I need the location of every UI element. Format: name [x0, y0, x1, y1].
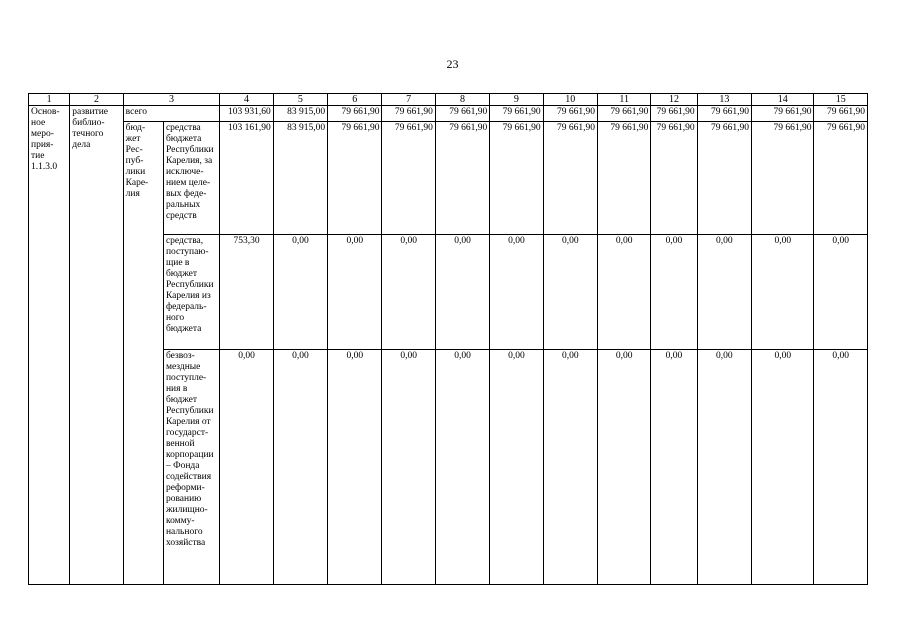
text-line: течного — [72, 129, 104, 139]
value-cell: 79 661,90 — [597, 106, 650, 122]
text-line: Основ- — [31, 107, 60, 117]
activity-name-cell — [70, 106, 123, 585]
value-cell: 0,00 — [490, 235, 543, 350]
source-label — [163, 235, 219, 350]
value-cell: 0,00 — [597, 350, 650, 585]
text-line: поступаю- — [165, 247, 209, 257]
value-cell: 0,00 — [435, 350, 489, 585]
text-line: жет — [125, 134, 141, 144]
value-cell: 0,00 — [597, 235, 650, 350]
text-line: средства, — [165, 236, 204, 246]
total-label: всего — [123, 106, 220, 122]
value-cell: 0,00 — [814, 235, 868, 350]
value-cell: 79 661,90 — [543, 122, 597, 235]
text-line: ного — [165, 313, 185, 323]
text-line: прия- — [31, 140, 54, 150]
header-cell: 12 — [651, 94, 697, 106]
header-cell: 15 — [814, 94, 868, 106]
value-cell: 79 661,90 — [543, 106, 597, 122]
header-cell: 14 — [752, 94, 814, 106]
value-cell: 79 661,90 — [651, 122, 697, 235]
value-cell: 79 661,90 — [435, 106, 489, 122]
text-line: дела — [72, 140, 91, 150]
value-cell: 0,00 — [382, 350, 435, 585]
text-line: – Фонда — [165, 461, 200, 471]
table-body — [29, 94, 868, 585]
header-cell: 9 — [490, 94, 543, 106]
text-line: Республики — [165, 280, 214, 290]
text-line: средств — [165, 211, 197, 221]
value-cell: 0,00 — [273, 235, 327, 350]
text-line: Карелия, за — [165, 156, 213, 166]
header-cell: 4 — [220, 94, 273, 106]
text-line: нального — [165, 527, 203, 537]
text-line: реформи- — [165, 483, 205, 493]
text-line: ное — [31, 118, 46, 128]
text-line: лики — [125, 167, 146, 177]
source-label — [163, 350, 219, 585]
activity-cell — [29, 106, 70, 585]
text-line: государст- — [165, 428, 209, 438]
text-line: нием целе- — [165, 178, 211, 188]
text-line: тие — [31, 151, 45, 161]
value-cell: 79 661,90 — [697, 122, 751, 235]
header-cell: 1 — [29, 94, 70, 106]
text-line: развитие — [72, 107, 109, 117]
value-cell: 79 661,90 — [752, 106, 814, 122]
value-cell: 0,00 — [697, 235, 751, 350]
value-cell: 79 661,90 — [382, 122, 435, 235]
text-line: рованию — [165, 494, 202, 504]
header-cell: 11 — [597, 94, 650, 106]
header-cell: 6 — [328, 94, 382, 106]
text-line: Карелия из — [165, 291, 211, 301]
header-row — [29, 94, 868, 106]
text-line: поступле- — [165, 373, 207, 383]
text-line: федераль- — [165, 302, 207, 312]
value-cell: 83 915,00 — [273, 106, 327, 122]
value-cell: 83 915,00 — [273, 122, 327, 235]
text-line: безвоз- — [165, 351, 195, 361]
text-line: щие в — [165, 258, 190, 268]
value-cell: 79 661,90 — [490, 106, 543, 122]
value-cell: 79 661,90 — [597, 122, 650, 235]
text-line: жилищно- — [165, 505, 208, 515]
value-cell: 753,30 — [220, 235, 273, 350]
header-cell: 10 — [543, 94, 597, 106]
value-cell: 79 661,90 — [328, 106, 382, 122]
text-line: бюджета — [165, 134, 202, 144]
text-line: корпорации — [165, 450, 214, 460]
text-line: хозяйства — [165, 538, 206, 548]
value-cell: 79 661,90 — [328, 122, 382, 235]
value-cell: 0,00 — [435, 235, 489, 350]
value-cell: 103 161,90 — [220, 122, 273, 235]
header-cell: 3 — [123, 94, 220, 106]
text-line: пуб- — [125, 156, 144, 166]
value-cell: 79 661,90 — [814, 122, 868, 235]
value-cell: 79 661,90 — [435, 122, 489, 235]
value-cell: 0,00 — [651, 235, 697, 350]
source-label — [163, 122, 219, 235]
text-line: бюджета — [165, 324, 202, 334]
text-line: венной — [165, 439, 195, 449]
value-cell: 0,00 — [220, 350, 273, 585]
text-line: бюджет — [165, 395, 198, 405]
text-line: Республики — [165, 145, 214, 155]
text-line: Республики — [165, 406, 214, 416]
table-row — [29, 122, 868, 235]
budget-label — [123, 122, 163, 585]
value-cell: 0,00 — [382, 235, 435, 350]
header-cell: 13 — [697, 94, 751, 106]
value-cell: 79 661,90 — [697, 106, 751, 122]
table-row — [29, 106, 868, 122]
budget-table — [28, 93, 868, 585]
page-number: 23 — [446, 57, 459, 71]
text-line: Каре- — [125, 178, 149, 188]
value-cell: 0,00 — [543, 235, 597, 350]
value-cell: 0,00 — [543, 350, 597, 585]
value-cell: 103 931,60 — [220, 106, 273, 122]
header-cell: 7 — [382, 94, 435, 106]
text-line: Рес- — [125, 145, 143, 155]
value-cell: 0,00 — [273, 350, 327, 585]
text-line: Карелия от — [165, 417, 211, 427]
text-line: содействия — [165, 472, 212, 482]
header-cell: 5 — [273, 94, 327, 106]
text-line: ральных — [165, 200, 201, 210]
text-line: мездные — [165, 362, 201, 372]
value-cell: 0,00 — [490, 350, 543, 585]
text-line: исключе- — [165, 167, 204, 177]
value-cell: 0,00 — [328, 235, 382, 350]
value-cell: 0,00 — [328, 350, 382, 585]
text-line: меро- — [31, 129, 54, 139]
value-cell: 0,00 — [752, 235, 814, 350]
value-cell: 0,00 — [752, 350, 814, 585]
text-line: вых феде- — [165, 189, 207, 199]
text-line: бюд- — [125, 123, 146, 133]
text-line: бюджет — [165, 269, 198, 279]
value-cell: 0,00 — [651, 350, 697, 585]
text-line: комму- — [165, 516, 195, 526]
value-cell: 79 661,90 — [382, 106, 435, 122]
text-line: 1.1.3.0 — [31, 162, 58, 172]
value-cell: 79 661,90 — [651, 106, 697, 122]
value-cell: 0,00 — [814, 350, 868, 585]
text-line: ния в — [165, 384, 188, 394]
value-cell: 0,00 — [697, 350, 751, 585]
value-cell: 79 661,90 — [814, 106, 868, 122]
text-line: средства — [165, 123, 201, 133]
text-line: лия — [125, 189, 140, 199]
text-line: библио- — [72, 118, 105, 128]
value-cell: 79 661,90 — [752, 122, 814, 235]
header-cell: 8 — [435, 94, 489, 106]
value-cell: 79 661,90 — [490, 122, 543, 235]
header-cell: 2 — [70, 94, 123, 106]
